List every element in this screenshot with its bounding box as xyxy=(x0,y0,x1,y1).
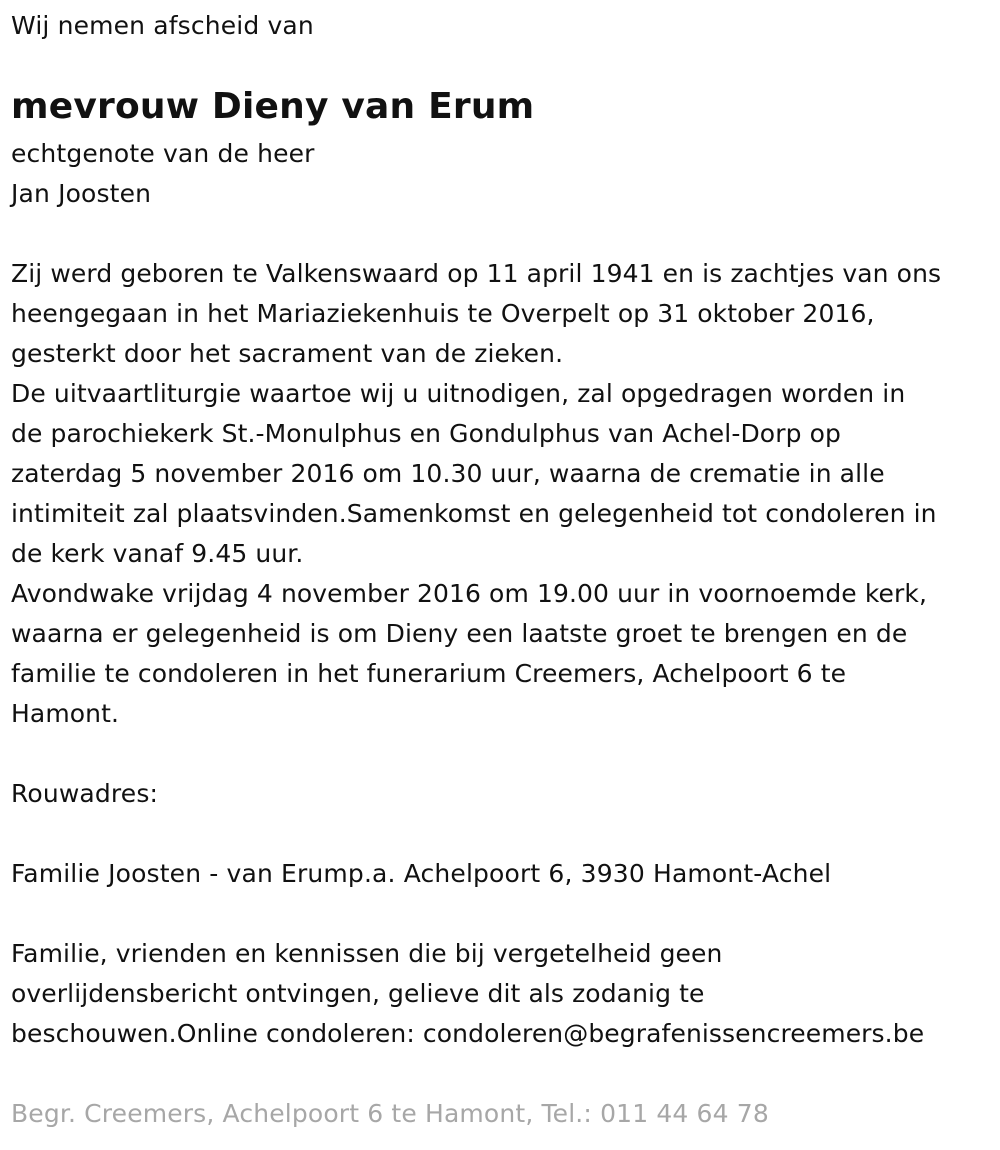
closing-paragraph xyxy=(11,934,996,1054)
obituary-paragraph xyxy=(11,254,996,734)
paragraph-line: heengegaan in het Mariaziekenhuis te Overpelt op 31 oktober 2016, xyxy=(11,299,875,328)
relation-line-1: echtgenote van de heer xyxy=(11,139,315,168)
paragraph-line: de kerk vanaf 9.45 uur. xyxy=(11,539,304,568)
paragraph-line: de parochiekerk St.-Monulphus en Gondulphus van Achel-Dorp op xyxy=(11,419,841,448)
paragraph-line: gesterkt door het sacrament van de zieken. xyxy=(11,339,564,368)
paragraph-line: De uitvaartliturgie waartoe wij u uitnodigen, zal opgedragen worden in xyxy=(11,379,906,408)
deceased-name: mevrouw Dieny van Erum xyxy=(11,86,535,127)
funeral-home-footer: Begr. Creemers, Achelpoort 6 te Hamont, Tel.: 011 44 64 78 xyxy=(11,1099,769,1128)
paragraph-line: familie te condoleren in het funerarium Creemers, Achelpoort 6 te xyxy=(11,659,847,688)
paragraph-line: Zij werd geboren te Valkenswaard op 11 april 1941 en is zachtjes van ons xyxy=(11,259,942,288)
paragraph-line: zaterdag 5 november 2016 om 10.30 uur, waarna de crematie in alle xyxy=(11,459,885,488)
mourning-address: Familie Joosten - van Erump.a. Achelpoort 6, 3930 Hamont-Achel xyxy=(11,859,832,888)
mourning-address-label: Rouwadres: xyxy=(11,779,159,808)
paragraph-line: intimiteit zal plaatsvinden.Samenkomst en gelegenheid tot condoleren in xyxy=(11,499,937,528)
paragraph-line: Avondwake vrijdag 4 november 2016 om 19.00 uur in voornoemde kerk, xyxy=(11,579,927,608)
closing-line: Familie, vrienden en kennissen die bij vergetelheid geen xyxy=(11,939,723,968)
relation-line-2: Jan Joosten xyxy=(11,179,152,208)
closing-line: overlijdensbericht ontvingen, gelieve dit als zodanig te xyxy=(11,979,705,1008)
intro-text: Wij nemen afscheid van xyxy=(11,11,314,40)
paragraph-line: Hamont. xyxy=(11,699,120,728)
closing-line: beschouwen.Online condoleren: condoleren@begrafenissencreemers.be xyxy=(11,1019,925,1048)
paragraph-line: waarna er gelegenheid is om Dieny een laatste groet te brengen en de xyxy=(11,619,908,648)
